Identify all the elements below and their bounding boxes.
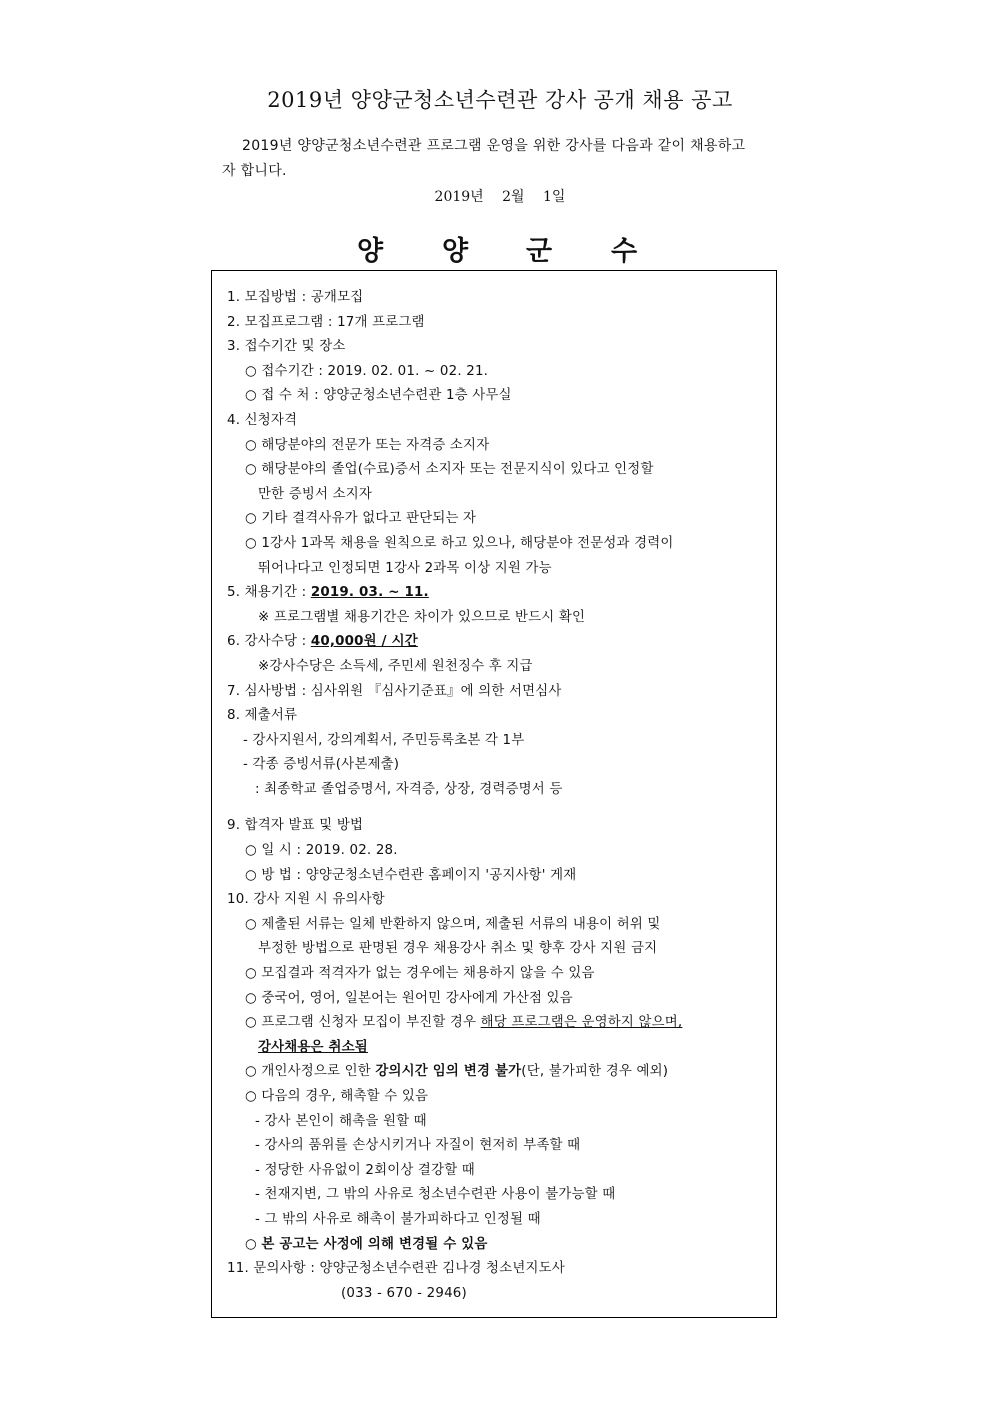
section-10-heading: 10. 강사 지원 시 유의사항 <box>227 892 385 908</box>
page-title: 2019년 양양군청소년수련관 강사 공개 채용 공고 <box>267 88 733 112</box>
section-4-item-cont: 만한 증빙서 소지자 <box>258 486 372 502</box>
section-2-programs: 2. 모집프로그램 : 17개 프로그램 <box>227 314 425 330</box>
dismissal-reason: - 정당한 사유없이 2회이상 결강할 때 <box>255 1162 475 1178</box>
details-content <box>227 286 772 1306</box>
section-4-item: ○ 기타 결격사유가 없다고 판단되는 자 <box>245 511 477 527</box>
section-10-item: ○ 중국어, 영어, 일본어는 원어민 강사에게 가산점 있음 <box>245 990 573 1006</box>
section-10-item-bold: 강의시간 임의 변경 불가 <box>375 1064 522 1080</box>
dismissal-reason: - 강사 본인이 해촉을 원할 때 <box>255 1113 427 1129</box>
section-10-item-cont: 강사채용은 취소됨 <box>258 1039 368 1055</box>
section-10-item-text: (단, 불가피한 경우 예외) <box>521 1064 669 1080</box>
section-10-item-underlined: 해당 프로그램은 운영하지 않으며, <box>480 1015 683 1031</box>
intro-paragraph: 2019년 양양군청소년수련관 프로그램 운영을 위한 강사를 다음과 같이 채용하고자 합니다. <box>222 138 746 179</box>
section-10-item-bold: 본 공고는 사정에 의해 변경될 수 있음 <box>261 1236 488 1252</box>
section-10-item-text: ○ <box>245 1236 262 1252</box>
section-6-value: 40,000원 / 시간 <box>310 634 418 650</box>
section-9-date: ○ 일 시 : 2019. 02. 28. <box>245 843 398 859</box>
section-6-label: 6. 강사수당 : <box>227 634 311 650</box>
section-8-item: - 각종 증빙서류(사본제출) <box>243 757 400 773</box>
section-10-item-cont: 부정한 방법으로 판명된 경우 채용강사 취소 및 향후 강사 지원 금지 <box>258 941 658 957</box>
announcement-date: 2019년 2월 1일 <box>434 189 566 205</box>
section-10-item: ○ 제출된 서류는 일체 반환하지 않으며, 제출된 서류의 내용이 허위 및 <box>245 916 661 932</box>
issuer-name <box>0 229 1000 269</box>
section-10-item: ○ 다음의 경우, 해촉할 수 있음 <box>245 1089 429 1104</box>
dismissal-reason: - 천재지변, 그 밖의 사유로 청소년수련관 사용이 불가능할 때 <box>255 1187 616 1203</box>
section-11-contact: 11. 문의사항 : 양양군청소년수련관 김나경 청소년지도사 <box>227 1261 565 1277</box>
section-10-item <box>227 1233 772 1258</box>
section-4-item: ○ 해당분야의 졸업(수료)증서 소지자 또는 전문지식이 있다고 인정할 <box>245 462 654 478</box>
section-10-item <box>227 1011 772 1036</box>
section-3-heading: 3. 접수기간 및 장소 <box>227 339 346 355</box>
section-10-item-text: ○ 개인사정으로 인한 <box>245 1064 376 1080</box>
section-5-value: 2019. 03. ~ 11. <box>310 585 429 601</box>
section-11-phone: (033 - 670 - 2946) <box>341 1285 467 1301</box>
issuer-char: 수 <box>611 236 638 267</box>
section-10-item <box>227 1060 772 1085</box>
section-4-item: ○ 1강사 1과목 채용을 원칙으로 하고 있으나, 해당분야 전문성과 경력이 <box>245 535 674 551</box>
section-10-item-text: ○ 프로그램 신청자 모집이 부진할 경우 <box>245 1015 481 1031</box>
section-10-item: ○ 모집결과 적격자가 없는 경우에는 채용하지 않을 수 있음 <box>245 966 595 982</box>
section-3-period: ○ 접수기간 : 2019. 02. 01. ~ 02. 21. <box>245 363 489 379</box>
section-6-pay <box>227 630 772 655</box>
issuer-char: 양 <box>357 236 384 267</box>
issuer-char: 양 <box>442 236 469 267</box>
section-8-item-detail: : 최종학교 졸업증명서, 자격증, 상장, 경력증명서 등 <box>255 781 563 797</box>
section-9-heading: 9. 합격자 발표 및 방법 <box>227 818 364 834</box>
section-8-heading: 8. 제출서류 <box>227 708 298 724</box>
section-7-review: 7. 심사방법 : 심사위원 『심사기준표』에 의한 서면심사 <box>227 683 562 699</box>
section-5-period <box>227 581 772 606</box>
dismissal-reason: - 강사의 품위를 손상시키거나 자질이 현저히 부족할 때 <box>255 1138 581 1154</box>
section-8-item: - 강사지원서, 강의계획서, 주민등록초본 각 1부 <box>243 732 525 748</box>
issuer-char: 군 <box>526 236 553 267</box>
section-5-note: ※ 프로그램별 채용기간은 차이가 있으므로 반드시 확인 <box>258 609 586 625</box>
section-4-item-cont: 뛰어나다고 인정되면 1강사 2과목 이상 지원 가능 <box>258 560 552 576</box>
section-1-recruit-method: 1. 모집방법 : 공개모집 <box>227 290 364 305</box>
dismissal-reason: - 그 밖의 사유로 해촉이 불가피하다고 인정될 때 <box>255 1211 541 1227</box>
section-6-note: ※강사수당은 소득세, 주민세 원천징수 후 지급 <box>258 658 533 674</box>
section-5-label: 5. 채용기간 : <box>227 585 311 601</box>
section-4-heading: 4. 신청자격 <box>227 412 298 428</box>
section-9-method: ○ 방 법 : 양양군청소년수련관 홈페이지 '공지사항' 게재 <box>245 867 577 883</box>
section-3-place: ○ 접 수 처 : 양양군청소년수련관 1층 사무실 <box>245 388 512 404</box>
section-4-item: ○ 해당분야의 전문가 또는 자격증 소지자 <box>245 437 490 453</box>
